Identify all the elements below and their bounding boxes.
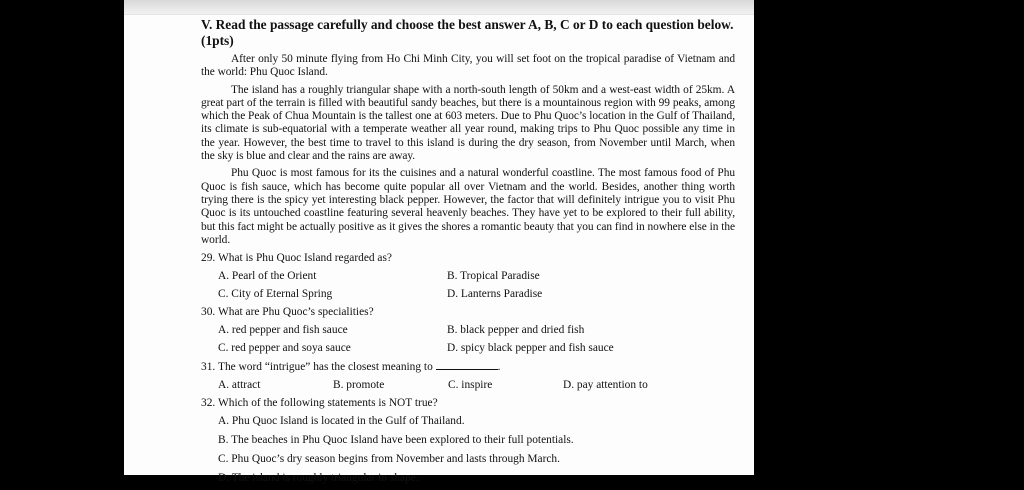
passage-paragraph-3: Phu Quoc is most famous for its the cuisines and a natural wonderful coastline. The most famous food of Phu Quoc is fish sauce, which has become quite popular all over Vietnam and the world. Besides, another thing worth trying there is the spicy yet interesting black pepper. However, the factor that will definitely intrigue you to visit Phu Quoc is its untouched coastline featuring several heavenly beaches. They have yet to be explored to their full ability, but this fact might be actually positive as it gives the shores a romantic beauty that you can find in nowhere else in the world. xyxy=(201,167,735,246)
answer-blank xyxy=(436,359,498,370)
question-suffix: . xyxy=(497,361,501,374)
option-d[interactable]: D. pay attention to xyxy=(563,379,648,392)
option-b[interactable]: B. promote xyxy=(333,379,385,392)
question-29 xyxy=(201,251,735,265)
question-text: Which of the following statements is NOT true? xyxy=(218,397,438,410)
option-b[interactable]: B. black pepper and dried fish xyxy=(447,324,585,337)
question-32-options xyxy=(218,414,735,485)
option-c[interactable]: C. Phu Quoc’s dry season begins from November and lasts through March. xyxy=(218,453,560,466)
question-31-options xyxy=(218,378,735,392)
option-b[interactable]: B. The beaches in Phu Quoc Island have been explored to their full potentials. xyxy=(218,434,574,447)
option-d[interactable]: D. spicy black pepper and fish sauce xyxy=(447,342,614,355)
question-number: 30. xyxy=(201,306,216,319)
option-c[interactable]: C. red pepper and soya sauce xyxy=(218,342,351,355)
question-31 xyxy=(201,359,735,374)
question-32 xyxy=(201,396,735,410)
question-number: 31. xyxy=(201,361,216,374)
question-number: 32. xyxy=(201,397,216,410)
option-b[interactable]: B. Tropical Paradise xyxy=(447,270,540,283)
option-c[interactable]: C. inspire xyxy=(448,379,493,392)
reading-section xyxy=(201,17,735,490)
option-a[interactable]: A. Pearl of the Orient xyxy=(218,270,317,283)
question-text: The word “intrigue” has the closest meaning to xyxy=(218,361,433,374)
option-a[interactable]: A. attract xyxy=(218,379,261,392)
exam-page xyxy=(124,0,754,485)
option-a[interactable]: A. Phu Quoc Island is located in the Gulf of Thailand. xyxy=(218,415,465,428)
option-d[interactable]: D. Lanterns Paradise xyxy=(447,288,543,301)
question-30 xyxy=(201,305,735,319)
question-text: What is Phu Quoc Island regarded as? xyxy=(218,252,392,265)
question-text: What are Phu Quoc’s specialities? xyxy=(218,306,374,319)
question-29-options xyxy=(218,269,735,301)
option-d[interactable]: D. The island is roughly triangular in shape. xyxy=(218,472,419,485)
option-a[interactable]: A. red pepper and fish sauce xyxy=(218,324,348,337)
option-c[interactable]: C. City of Eternal Spring xyxy=(218,288,333,301)
page-top-edge xyxy=(124,0,754,15)
question-30-options xyxy=(218,323,735,355)
section-points: (1pts) xyxy=(201,33,234,48)
passage-paragraph-1: After only 50 minute flying from Ho Chi Minh City, you will set foot on the tropical paradise of Vietnam and the world: Phu Quoc Island. xyxy=(201,53,735,79)
section-heading: V. Read the passage carefully and choose the best answer A, B, C or D to each question below. xyxy=(201,17,734,32)
question-number: 29. xyxy=(201,252,216,265)
passage-paragraph-2: The island has a roughly triangular shape with a north-south length of 50km and a west-east width of 25km. A great part of the terrain is filled with beautiful sandy beaches, but there is a mountainous region with 99 peaks, among which the Peak of Chua Mountain is the tallest one at 603 meters. Due to Phu Quoc’s location in the Gulf of Thailand, its climate is sub-equatorial with a temperate weather all year round, making trips to Phu Quoc possible any time in the year. However, the best time to travel to this island is during the dry season, from November until March, when the sky is blue and clear and the rains are away. xyxy=(201,83,735,163)
